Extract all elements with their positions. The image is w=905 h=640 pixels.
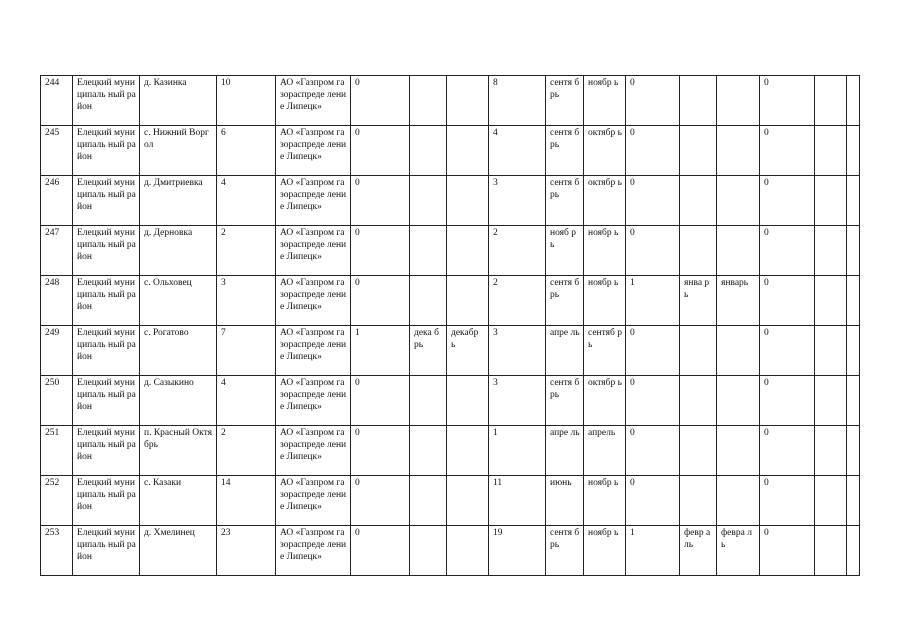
cell-col10: апре ль: [546, 326, 584, 376]
cell-col12: 0: [626, 126, 680, 176]
cell-col4: 6: [217, 126, 276, 176]
cell-settlement: с. Казаки: [140, 476, 217, 526]
cell-col7: [410, 176, 447, 226]
cell-col8: [447, 76, 489, 126]
cell-col12: 0: [626, 226, 680, 276]
cell-col9: 2: [489, 276, 546, 326]
cell-col12: 1: [626, 526, 680, 576]
cell-organization: АО «Газпром газораспреде ление Липецк»: [276, 476, 351, 526]
cell-col12: 0: [626, 76, 680, 126]
cell-col8: [447, 276, 489, 326]
cell-col10: сентя брь: [546, 176, 584, 226]
cell-col6: 1: [351, 326, 410, 376]
cell-col8: [447, 176, 489, 226]
cell-col17: [847, 276, 860, 326]
cell-settlement: д. Дерновка: [140, 226, 217, 276]
cell-col16: [815, 426, 847, 476]
cell-row-number: 252: [41, 476, 73, 526]
cell-col11: ноябр ь: [584, 226, 626, 276]
cell-col13: янва рь: [680, 276, 717, 326]
cell-col14: [717, 226, 760, 276]
cell-col17: [847, 126, 860, 176]
cell-col15: 0: [760, 476, 815, 526]
cell-col4: 4: [217, 176, 276, 226]
gasification-schedule-table: [40, 75, 860, 576]
cell-col15: 0: [760, 176, 815, 226]
cell-col14: [717, 76, 760, 126]
cell-col17: [847, 76, 860, 126]
cell-col6: 0: [351, 476, 410, 526]
cell-col6: 0: [351, 126, 410, 176]
cell-row-number: 245: [41, 126, 73, 176]
cell-col15: 0: [760, 126, 815, 176]
cell-organization: АО «Газпром газораспреде ление Липецк»: [276, 176, 351, 226]
cell-col13: [680, 226, 717, 276]
cell-col13: февр аль: [680, 526, 717, 576]
cell-col8: [447, 476, 489, 526]
cell-col12: 0: [626, 476, 680, 526]
cell-col16: [815, 226, 847, 276]
cell-district: Елецкий муниципаль ный район: [73, 276, 140, 326]
cell-settlement: д. Казинка: [140, 76, 217, 126]
cell-col6: 0: [351, 176, 410, 226]
cell-col15: 0: [760, 276, 815, 326]
cell-col17: [847, 376, 860, 426]
cell-settlement: д. Хмелинец: [140, 526, 217, 576]
table-row: [41, 226, 860, 276]
table-body: [41, 76, 860, 576]
cell-col7: [410, 126, 447, 176]
cell-settlement: д. Дмитриевка: [140, 176, 217, 226]
cell-col4: 7: [217, 326, 276, 376]
cell-col13: [680, 326, 717, 376]
cell-col10: сентя брь: [546, 126, 584, 176]
cell-row-number: 253: [41, 526, 73, 576]
cell-organization: АО «Газпром газораспреде ление Липецк»: [276, 76, 351, 126]
cell-district: Елецкий муниципаль ный район: [73, 326, 140, 376]
cell-district: Елецкий муниципаль ный район: [73, 226, 140, 276]
cell-organization: АО «Газпром газораспреде ление Липецк»: [276, 226, 351, 276]
cell-district: Елецкий муниципаль ный район: [73, 76, 140, 126]
cell-organization: АО «Газпром газораспреде ление Липецк»: [276, 126, 351, 176]
cell-col6: 0: [351, 426, 410, 476]
cell-col4: 10: [217, 76, 276, 126]
table-row: [41, 326, 860, 376]
cell-col7: [410, 376, 447, 426]
cell-col15: 0: [760, 426, 815, 476]
cell-col14: [717, 376, 760, 426]
cell-col8: [447, 426, 489, 476]
cell-col16: [815, 326, 847, 376]
cell-col9: 3: [489, 376, 546, 426]
cell-col9: 2: [489, 226, 546, 276]
cell-col16: [815, 126, 847, 176]
cell-settlement: с. Нижний Воргол: [140, 126, 217, 176]
cell-col16: [815, 276, 847, 326]
cell-col10: сентя брь: [546, 526, 584, 576]
cell-col10: сентя брь: [546, 276, 584, 326]
cell-col17: [847, 426, 860, 476]
cell-col10: сентя брь: [546, 76, 584, 126]
cell-row-number: 248: [41, 276, 73, 326]
cell-col7: [410, 476, 447, 526]
cell-col11: ноябр ь: [584, 476, 626, 526]
cell-organization: АО «Газпром газораспреде ление Липецк»: [276, 526, 351, 576]
cell-settlement: д. Сазыкино: [140, 376, 217, 426]
cell-col15: 0: [760, 76, 815, 126]
cell-district: Елецкий муниципаль ный район: [73, 376, 140, 426]
cell-col14: февра ль: [717, 526, 760, 576]
cell-col9: 3: [489, 176, 546, 226]
cell-col17: [847, 226, 860, 276]
cell-col7: [410, 276, 447, 326]
table-row: [41, 76, 860, 126]
cell-col6: 0: [351, 526, 410, 576]
cell-col7: [410, 426, 447, 476]
cell-col14: [717, 476, 760, 526]
cell-col14: [717, 176, 760, 226]
cell-col13: [680, 76, 717, 126]
cell-col15: 0: [760, 226, 815, 276]
cell-col6: 0: [351, 76, 410, 126]
cell-col8: [447, 226, 489, 276]
cell-settlement: с. Рогатово: [140, 326, 217, 376]
cell-col4: 2: [217, 226, 276, 276]
cell-col12: 0: [626, 376, 680, 426]
cell-col17: [847, 326, 860, 376]
cell-col15: 0: [760, 526, 815, 576]
cell-col17: [847, 526, 860, 576]
cell-organization: АО «Газпром газораспреде ление Липецк»: [276, 276, 351, 326]
cell-col12: 0: [626, 426, 680, 476]
table-row: [41, 376, 860, 426]
cell-district: Елецкий муниципаль ный район: [73, 176, 140, 226]
cell-col16: [815, 376, 847, 426]
cell-col17: [847, 476, 860, 526]
cell-col12: 0: [626, 326, 680, 376]
table-row: [41, 176, 860, 226]
cell-col13: [680, 426, 717, 476]
cell-organization: АО «Газпром газораспреде ление Липецк»: [276, 426, 351, 476]
cell-col13: [680, 126, 717, 176]
table-row: [41, 476, 860, 526]
cell-col11: апрель: [584, 426, 626, 476]
cell-organization: АО «Газпром газораспреде ление Липецк»: [276, 376, 351, 426]
cell-settlement: п. Красный Октябрь: [140, 426, 217, 476]
cell-row-number: 250: [41, 376, 73, 426]
table-row: [41, 426, 860, 476]
cell-row-number: 249: [41, 326, 73, 376]
cell-col4: 23: [217, 526, 276, 576]
cell-col8: [447, 376, 489, 426]
cell-col12: 1: [626, 276, 680, 326]
cell-col4: 14: [217, 476, 276, 526]
cell-col4: 4: [217, 376, 276, 426]
cell-col14: январь: [717, 276, 760, 326]
cell-col15: 0: [760, 326, 815, 376]
cell-col4: 3: [217, 276, 276, 326]
cell-col10: нояб рь: [546, 226, 584, 276]
cell-col9: 4: [489, 126, 546, 176]
cell-col11: сентяб рь: [584, 326, 626, 376]
cell-col9: 1: [489, 426, 546, 476]
cell-col6: 0: [351, 376, 410, 426]
cell-col10: июнь: [546, 476, 584, 526]
table-row: [41, 126, 860, 176]
cell-district: Елецкий муниципаль ный район: [73, 526, 140, 576]
cell-col13: [680, 176, 717, 226]
cell-col11: ноябр ь: [584, 276, 626, 326]
table-row: [41, 276, 860, 326]
cell-col14: [717, 326, 760, 376]
cell-col11: октябр ь: [584, 376, 626, 426]
table-row: [41, 526, 860, 576]
cell-col11: октябр ь: [584, 176, 626, 226]
cell-district: Елецкий муниципаль ный район: [73, 476, 140, 526]
cell-col9: 8: [489, 76, 546, 126]
cell-settlement: с. Ольховец: [140, 276, 217, 326]
cell-col16: [815, 476, 847, 526]
cell-col13: [680, 476, 717, 526]
cell-col9: 3: [489, 326, 546, 376]
cell-col7: дека брь: [410, 326, 447, 376]
cell-row-number: 246: [41, 176, 73, 226]
cell-col7: [410, 526, 447, 576]
cell-col8: [447, 526, 489, 576]
cell-col11: ноябр ь: [584, 76, 626, 126]
cell-col8: [447, 126, 489, 176]
cell-col14: [717, 126, 760, 176]
cell-col16: [815, 176, 847, 226]
cell-col11: ноябр ь: [584, 526, 626, 576]
cell-col17: [847, 176, 860, 226]
cell-col10: сентя брь: [546, 376, 584, 426]
cell-col7: [410, 76, 447, 126]
cell-col6: 0: [351, 276, 410, 326]
cell-col6: 0: [351, 226, 410, 276]
cell-col9: 11: [489, 476, 546, 526]
cell-col9: 19: [489, 526, 546, 576]
cell-col4: 2: [217, 426, 276, 476]
cell-col12: 0: [626, 176, 680, 226]
cell-row-number: 251: [41, 426, 73, 476]
cell-district: Елецкий муниципаль ный район: [73, 126, 140, 176]
cell-col13: [680, 376, 717, 426]
cell-organization: АО «Газпром газораспреде ление Липецк»: [276, 326, 351, 376]
cell-col14: [717, 426, 760, 476]
cell-col11: октябр ь: [584, 126, 626, 176]
cell-col16: [815, 526, 847, 576]
cell-col10: апре ль: [546, 426, 584, 476]
cell-row-number: 244: [41, 76, 73, 126]
cell-col16: [815, 76, 847, 126]
cell-row-number: 247: [41, 226, 73, 276]
cell-col7: [410, 226, 447, 276]
cell-col15: 0: [760, 376, 815, 426]
cell-district: Елецкий муниципаль ный район: [73, 426, 140, 476]
cell-col8: декабр ь: [447, 326, 489, 376]
